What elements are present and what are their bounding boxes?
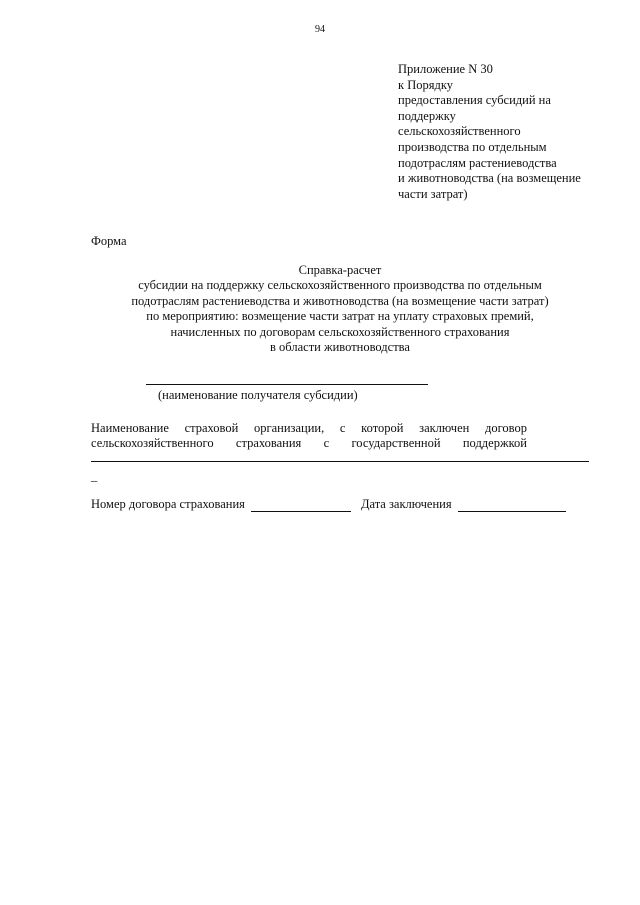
appendix-line: производства по отдельным <box>398 139 547 154</box>
insurer-word: заключен <box>419 421 470 435</box>
trailing-dash: _ <box>91 469 98 483</box>
appendix-heading <box>398 62 618 202</box>
title-line: по мероприятию: возмещение части затрат на уплату страховых премий, <box>146 309 534 324</box>
appendix-line: и животноводства (на возмещение <box>398 171 581 186</box>
appendix-line: подотраслям растениеводства <box>398 155 557 170</box>
contract-row <box>91 497 595 512</box>
document-title <box>40 263 640 355</box>
title-line: субсидии на поддержку сельскохозяйственного производства по отдельным <box>138 278 542 293</box>
insurer-word: организации, <box>254 421 325 435</box>
contract-number-label: Номер договора страхования <box>91 497 245 511</box>
recipient-name-field[interactable] <box>146 384 428 385</box>
insurer-word: государственной <box>351 436 441 450</box>
appendix-line: поддержку <box>398 108 456 123</box>
title-line: Справка-расчет <box>298 263 382 277</box>
insurer-word: которой <box>361 421 404 435</box>
insurer-word: страхования <box>235 436 302 450</box>
appendix-line: предоставления субсидий на <box>398 93 551 108</box>
title-line: начисленных по договорам сельскохозяйственного страхования <box>170 324 510 339</box>
insurer-word: сельскохозяйственного <box>91 436 214 450</box>
form-label: Форма <box>91 234 127 248</box>
insurer-word: Наименование <box>91 421 169 435</box>
appendix-line: части затрат) <box>398 186 468 201</box>
contract-date-label: Дата заключения <box>360 497 452 511</box>
page-number: 94 <box>315 24 325 35</box>
insurer-word: с <box>339 421 346 435</box>
insurer-word: поддержкой <box>462 436 527 450</box>
appendix-line: Приложение N 30 <box>398 62 493 76</box>
insurer-label-line-2 <box>91 436 527 451</box>
contract-number-field[interactable] <box>251 499 351 512</box>
insurer-word: страховой <box>184 421 239 435</box>
insurer-word: договор <box>485 421 527 435</box>
title-line: в области животноводства <box>270 340 410 355</box>
contract-date-field[interactable] <box>458 499 566 512</box>
insurer-label-line-1 <box>91 421 527 436</box>
insurer-word: с <box>323 436 330 450</box>
appendix-line: сельскохозяйственного <box>398 124 521 139</box>
recipient-caption: (наименование получателя субсидии) <box>158 388 358 402</box>
appendix-line: к Порядку <box>398 77 453 92</box>
title-line: подотраслям растениеводства и животноводства (на возмещение части затрат) <box>131 293 549 308</box>
insurer-name-field[interactable] <box>91 461 589 462</box>
